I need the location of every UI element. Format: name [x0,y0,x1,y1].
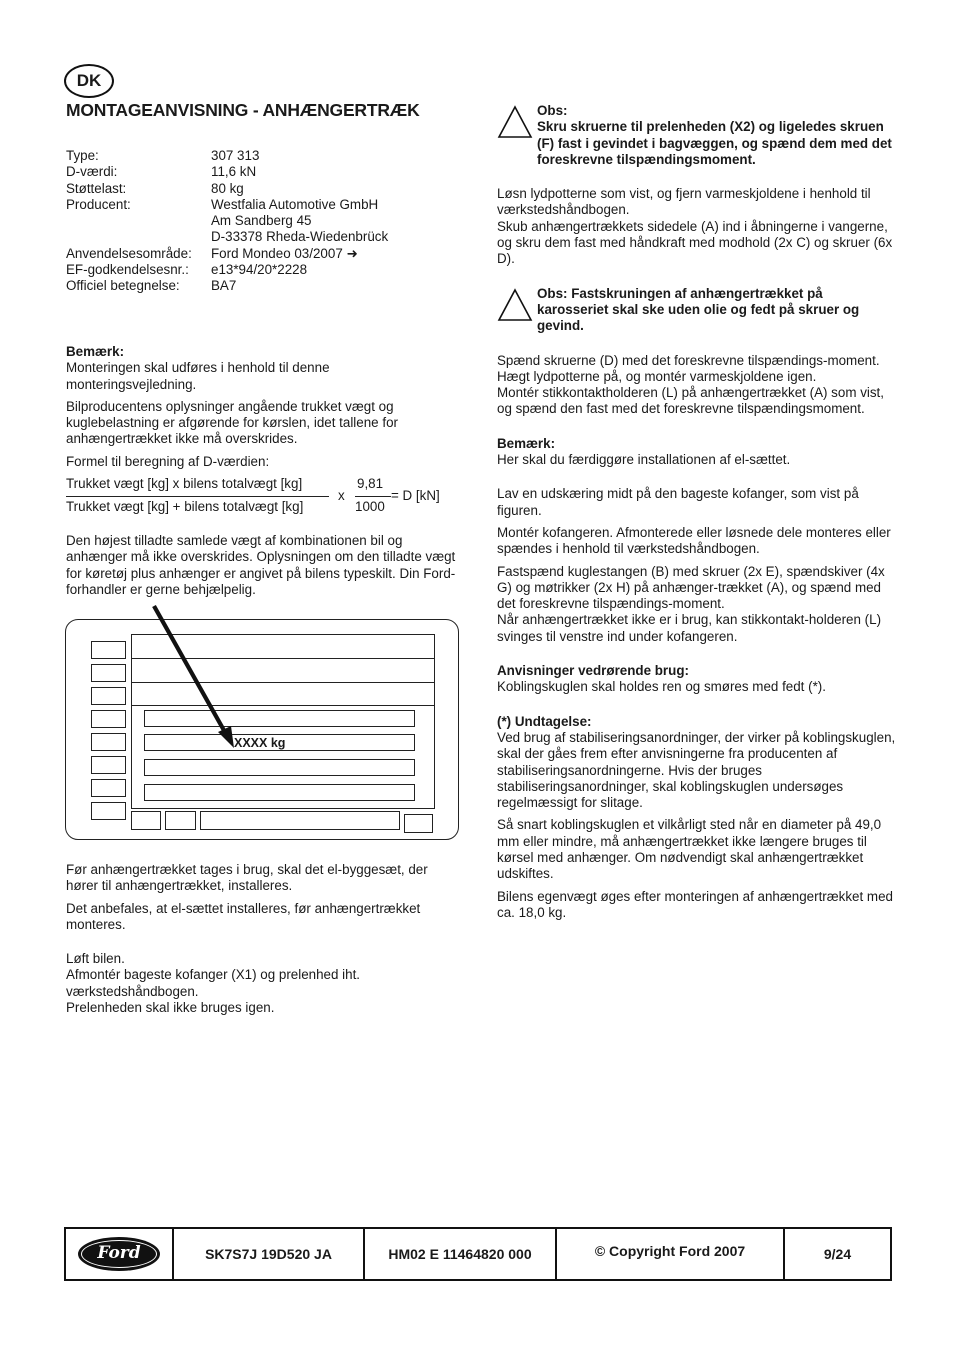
spec-key [66,213,211,229]
footer-page-text: 9/24 [823,1245,852,1262]
footer-logo-cell [66,1229,174,1279]
footer-page-number [785,1229,890,1279]
footer-bar [64,1227,892,1281]
type-plate-figure [65,619,459,840]
footer-copyright [557,1229,785,1279]
paragraph: Løft bilen. [66,951,125,967]
spec-row [66,181,388,197]
warning-block [497,286,897,335]
spec-row [66,246,388,262]
paragraph: Så snart koblingskuglen et vilkårligt sted når en diameter på 49,0 mm eller mindre, må anhængertrækket ikke længere bruges til kørsel med anhænger. Om nødvendigt skal anhængertrækket udskiftes. [497,817,882,882]
paragraph: Prelenheden skal ikke bruges igen. [66,1000,275,1016]
paragraph: Den højest tilladte samlede vægt af kombinationen bil og anhænger må ikke overskrides. Oplysningen om den tilladte vægt for køretøj plus anhænger er angivet på bilens typeskilt. Din Ford-forhandler er gerne behjælpelig. [66,533,456,597]
note-heading: Bemærk: [497,435,556,451]
formula-times: x [338,488,345,503]
paragraph: Montér stikkontaktholderen (L) på anhængertrækket (A) som vist, og spænd den fast med det foreskrevne tilspændingsmoment. [497,385,885,417]
left-column-bottom [66,862,461,1016]
spec-row [66,262,388,278]
fraction-bar [66,496,329,497]
spec-key: Officiel betegnelse: [66,278,180,294]
paragraph: Ved brug af stabiliseringsanordninger, der virker på koblingskuglen, skal der gåes frem efter anvisningerne fra producenten af stabiliseringsanordningerne. Hvis der bruges stabiliseringsanordninger, skal koblingskuglen undersøges regelmæssigt for slitage. [497,729,896,811]
paragraph: Fastspænd kuglestangen (B) med skruer (2x E), spændskiver (4x G) og møtrikker (2x H) på anhænger-trækket (A), og spænd med det foreskrevne tilspændings-moment. [497,563,885,612]
spec-row [66,213,388,229]
paragraph: Bilproducentens oplysninger angående trukket vægt og kuglebelastning er afgørende for kørslen, idet tallene for anhængertrækket ikke må overskrides. [66,398,398,447]
spec-row [66,197,388,213]
spec-value: Westfalia Automotive GmbH [211,196,379,212]
country-badge: DK [64,64,114,98]
footer-code-2-text: HM02 E 11464820 000 [388,1245,532,1262]
footer-code-2 [365,1229,557,1279]
exception-heading: (*) Undtagelse: [497,713,592,729]
paragraph: Når anhængertrækket ikke er i brug, kan stikkontakt-holderen (L) svinges til venstre ind under kofangeren. [497,612,882,644]
paragraph: Montér kofangeren. Afmonterede eller løsnede dele monteres eller spændes i henhold til værkstedshåndbogen. [497,524,891,557]
pointer-arrow-icon [66,620,460,841]
fraction-bar [355,496,391,497]
spec-value: Am Sandberg 45 [211,213,312,229]
paragraph: Lav en udskæring midt på den bageste kofanger, som vist på figuren. [497,486,859,518]
warning-triangle-icon [497,103,537,168]
spec-key [66,229,211,245]
footer-copyright-text: © Copyright Ford 2007 [594,1243,746,1259]
formula-denominator: Trukket vægt [kg] + bilens totalvægt [kg] [66,499,304,514]
d-value-formula [66,476,456,520]
spec-key: Type: [66,148,99,163]
paragraph: Koblingskuglen skal holdes ren og smøres med fedt (*). [497,679,826,695]
spec-key: EF-godkendelsesnr.: [66,262,189,278]
paragraph: Det anbefales, at el-sættet installeres, før anhængertrækket monteres. [66,900,421,932]
paragraph: Spænd skruerne (D) med det foreskrevne tilspændings-moment. [497,352,880,368]
spec-value: BA7 [211,278,237,294]
warning-text [537,103,897,168]
spec-value: 80 kg [211,180,244,196]
paragraph: Før anhængertrækket tages i brug, skal det el-byggesæt, der hører til anhængertrækket, installeres. [66,862,428,894]
spec-row [66,278,388,294]
warning-body: Obs: Fastskruningen af anhængertrækket på karosseriet skal ske uden olie og fedt på skruer og gevind. [537,285,860,334]
spec-value: e13*94/20*2228 [211,262,308,278]
warning-block [497,103,897,168]
formula-denominator-2: 1000 [355,499,385,514]
warning-title: Obs: [537,103,568,118]
ford-logo [78,1237,160,1271]
ford-logo-text: Ford [97,1243,141,1263]
paragraph: Løsn lydpotterne som vist, og fjern varmeskjoldene i henhold til værkstedshåndbogen. [497,186,871,218]
paragraph: Bilens egenvægt øges efter monteringen af anhængertrækket med ca. 18,0 kg. [497,888,893,920]
left-column [66,344,461,470]
warning-text [537,286,897,335]
spec-key: Producent: [66,196,131,212]
note-heading: Bemærk: [66,344,125,359]
spec-value: 307 313 [211,148,260,163]
paragraph: Afmontér bageste kofanger (X1) og prelenhed iht. værkstedshåndbogen. [66,967,361,999]
paragraph: Monteringen skal udføres i henhold til denne monteringsvejledning. [66,360,330,392]
spec-key: Støttelast: [66,180,127,196]
spec-row [66,229,388,245]
spec-value: D-33378 Rheda-Wiedenbrück [211,229,389,245]
warning-triangle-icon [497,286,537,335]
footer-code-1 [174,1229,365,1279]
paragraph: Formel til beregning af D-værdien: [66,453,270,469]
weight-label: XXXX kg [234,736,286,750]
spec-value: Ford Mondeo 03/2007 ➜ [211,245,358,261]
right-column [497,103,897,921]
paragraph: Her skal du færdiggøre installationen af el-sættet. [497,452,791,468]
spec-row [66,164,388,180]
spec-row [66,148,388,164]
page-title: MONTAGEANVISNING - ANHÆNGERTRÆK [66,100,420,120]
spec-key: D-værdi: [66,164,118,180]
warning-body: Skru skruerne til prelenheden (X2) og ligeledes skruen (F) fast i gevindet i bagvæggen, og spænd dem med det foreskrevne tilspændingsmoment. [537,119,892,167]
formula-numerator: Trukket vægt [kg] x bilens totalvægt [kg] [66,476,303,491]
formula-numerator-2: 9,81 [357,476,384,491]
spec-key: Anvendelsesområde: [66,245,192,261]
spec-value: 11,6 kN [211,164,257,180]
usage-heading: Anvisninger vedrørende brug: [497,663,689,679]
formula-result: = D [kN] [391,488,440,503]
spec-table [66,148,388,295]
paragraph: Skub anhængertrækkets sidedele (A) ind i åbningerne i vangerne, og skru dem fast med håndkraft med modhold (2x C) og skruer (6x D). [497,218,893,267]
paragraph: Hægt lydpotterne på, og montér varmeskjoldene igen. [497,368,817,384]
footer-code-1-text: SK7S7J 19D520 JA [205,1245,332,1262]
